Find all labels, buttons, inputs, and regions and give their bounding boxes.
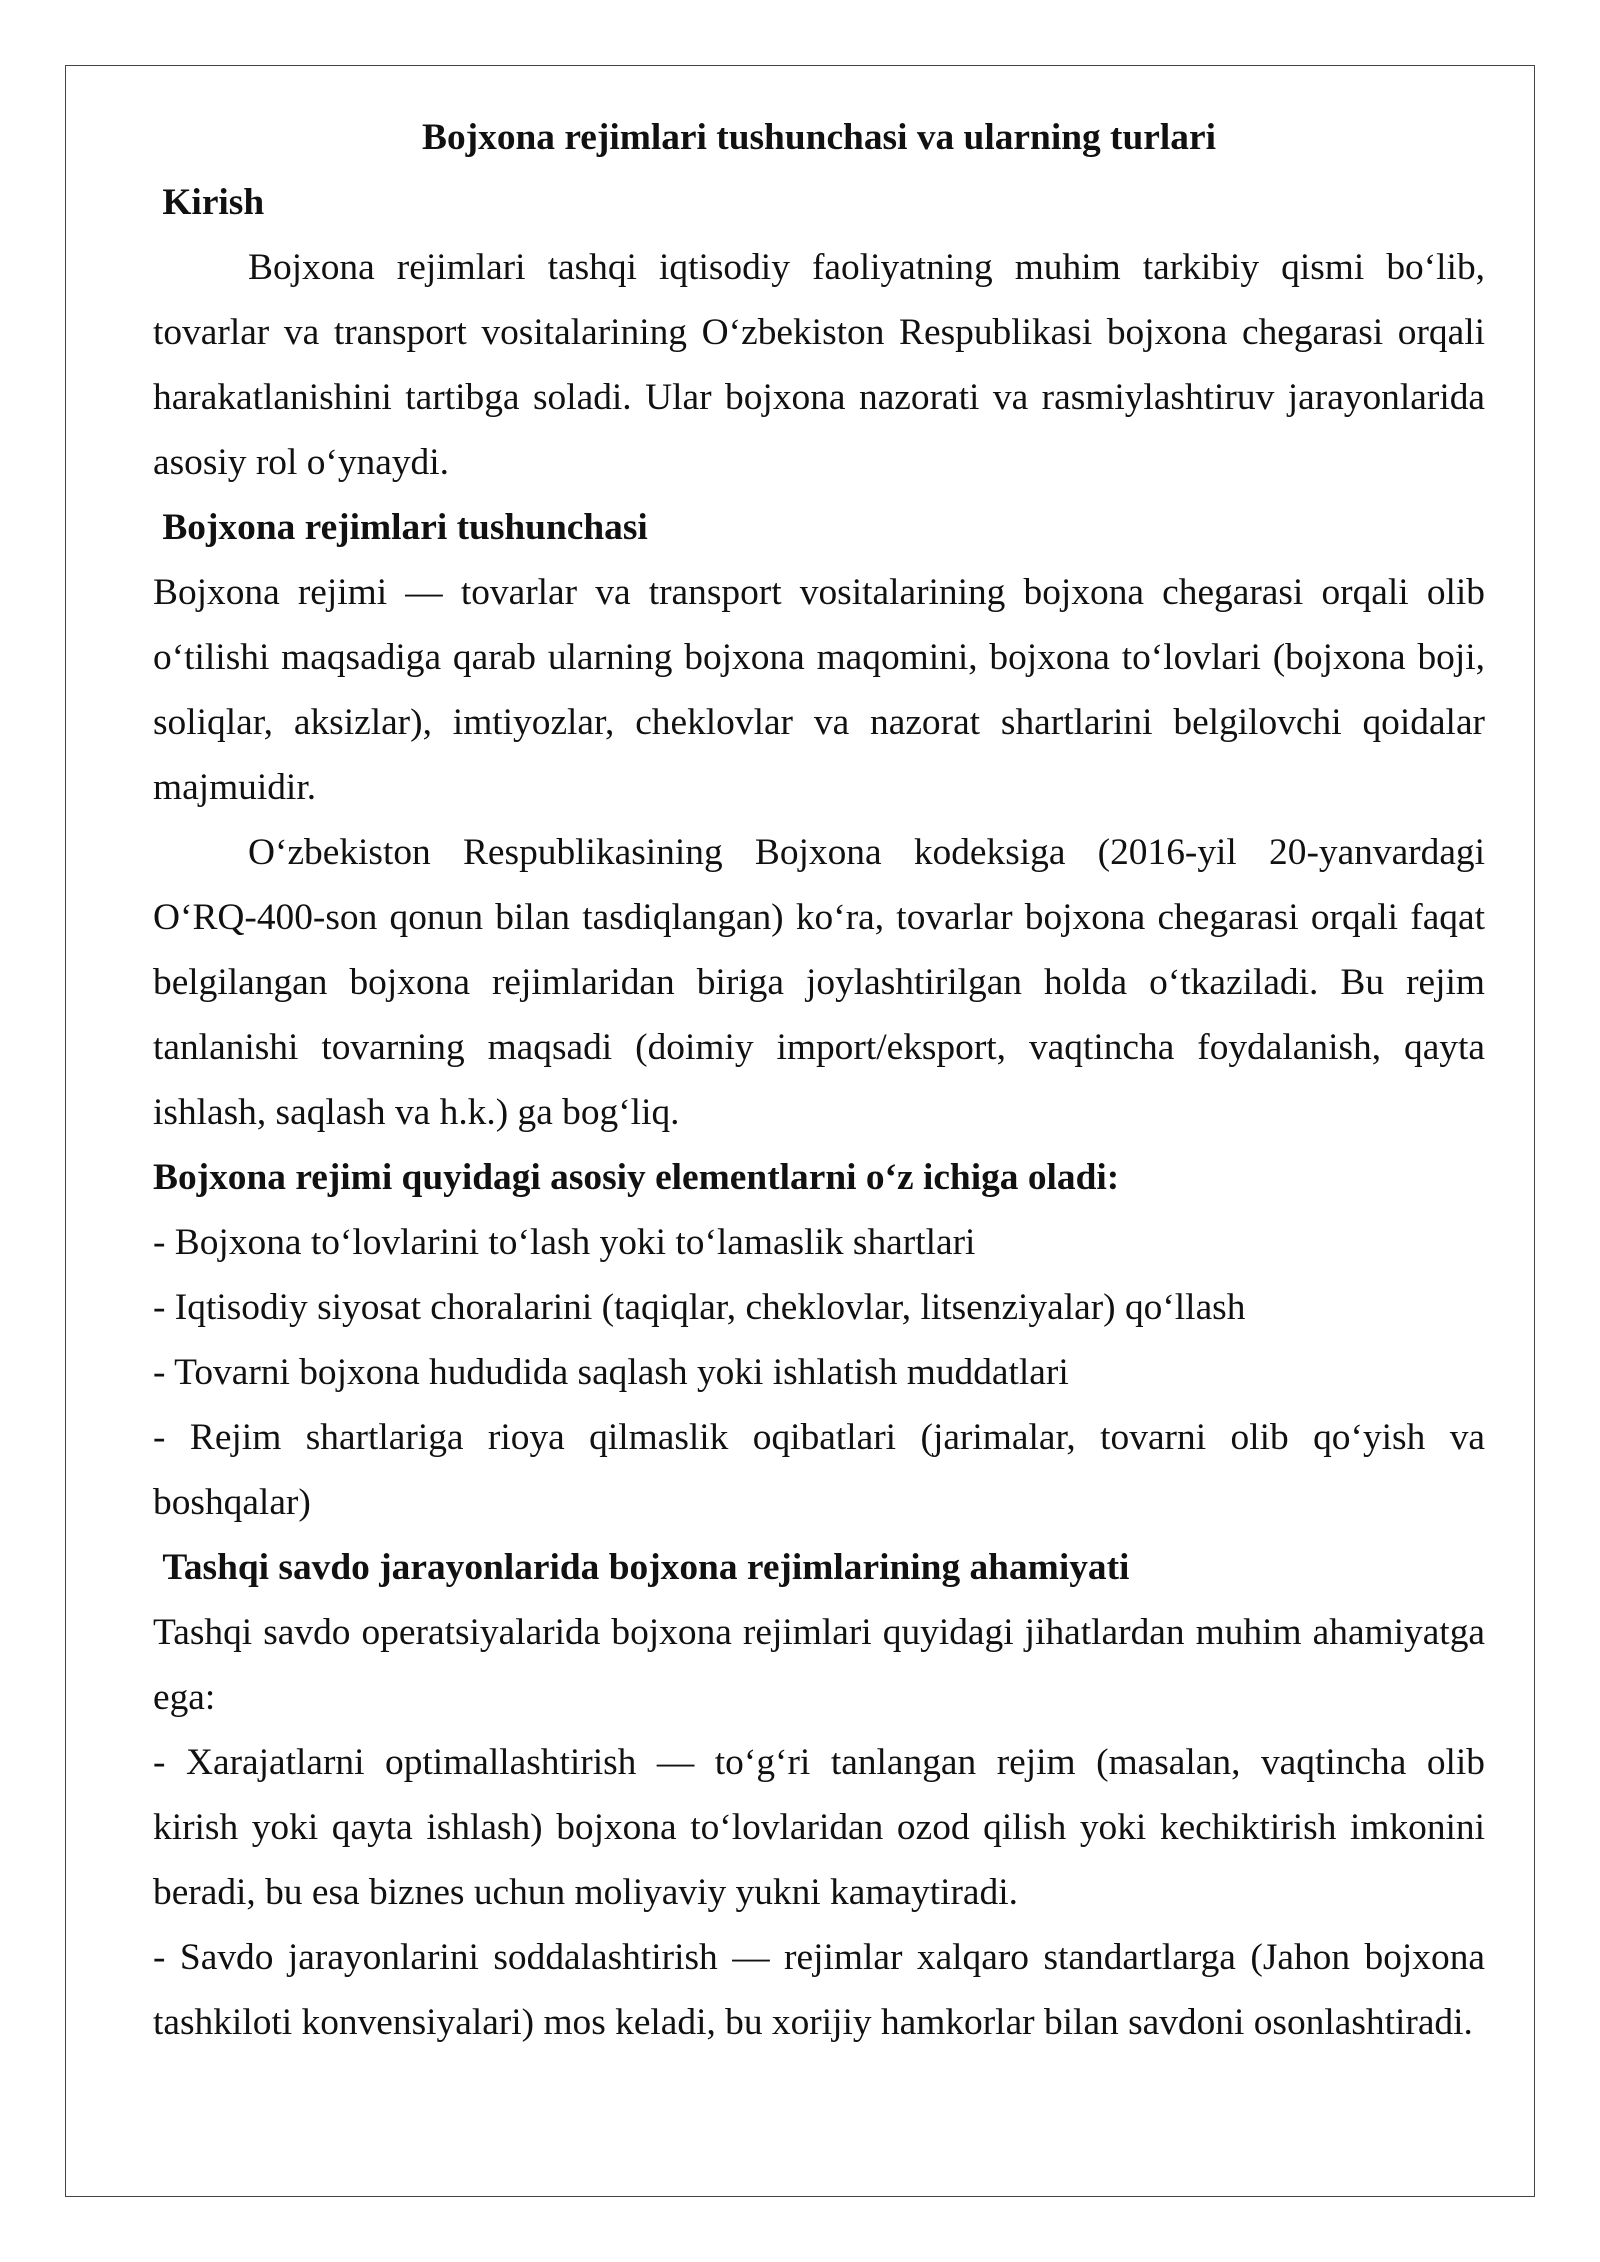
paragraph	[153, 1600, 1485, 1730]
list-item	[153, 1340, 1485, 1405]
paragraph	[153, 560, 1485, 820]
paragraph-line: O‘zbekiston Respublikasining Bojxona kodeksiga (2016-yil 20-yanvardagi	[248, 832, 1485, 873]
paragraph-line: ega:	[153, 1677, 216, 1718]
list-item-line: beradi, bu esa biznes uchun moliyaviy yukni kamaytiradi.	[153, 1872, 1018, 1913]
list-item-line: - Bojxona to‘lovlarini to‘lash yoki to‘lamaslik shartlari	[153, 1222, 976, 1263]
paragraph-line: O‘RQ-400-son qonun bilan tasdiqlangan) ko‘ra, tovarlar bojxona chegarasi orqali faqat	[153, 897, 1485, 938]
paragraph-line: harakatlanishini tartibga soladi. Ular bojxona nazorati va rasmiylashtiruv jarayonlarida	[153, 377, 1485, 418]
list-item-line: kirish yoki qayta ishlash) bojxona to‘lovlaridan ozod qilish yoki kechiktirish imkonini	[153, 1807, 1485, 1848]
list-item-line: - Savdo jarayonlarini soddalashtirish — rejimlar xalqaro standartlarga (Jahon bojxona	[153, 1937, 1485, 1978]
list-item-line: - Iqtisodiy siyosat choralarini (taqiqlar, cheklovlar, litsenziyalar) qo‘llash	[153, 1287, 1246, 1328]
paragraph	[153, 820, 1485, 1145]
list-item	[153, 1210, 1485, 1275]
section-heading: Tashqi savdo jarayonlarida bojxona rejimlarining ahamiyati	[162, 1547, 1130, 1588]
list-item	[153, 1925, 1485, 2055]
paragraph-line: tanlanishi tovarning maqsadi (doimiy import/eksport, vaqtincha foydalanish, qayta	[153, 1027, 1485, 1068]
list-item	[153, 1730, 1485, 1925]
paragraph-line: majmuidir.	[153, 767, 317, 808]
list-item-line: - Xarajatlarni optimallashtirish — to‘g‘ri tanlangan rejim (masalan, vaqtincha olib	[153, 1742, 1485, 1783]
paragraph	[153, 235, 1485, 495]
paragraph-line: ishlash, saqlash va h.k.) ga bog‘liq.	[153, 1092, 680, 1133]
paragraph-line: Tashqi savdo operatsiyalarida bojxona rejimlari quyidagi jihatlardan muhim ahamiyatga	[153, 1612, 1485, 1653]
paragraph-line: asosiy rol o‘ynaydi.	[153, 442, 449, 483]
elements-list	[153, 1210, 1485, 1535]
section-introduction	[153, 170, 1485, 495]
paragraph-line: o‘tilishi maqsadiga qarab ularning bojxona maqomini, bojxona to‘lovlari (bojxona boji,	[153, 637, 1485, 678]
paragraph-line: belgilangan bojxona rejimlaridan biriga joylashtirilgan holda o‘tkaziladi. Bu rejim	[153, 962, 1485, 1003]
document-body	[153, 105, 1485, 2055]
section-heading: Bojxona rejimlari tushunchasi	[162, 507, 648, 548]
list-item	[153, 1275, 1485, 1340]
document-title: Bojxona rejimlari tushunchasi va ularning turlari	[422, 117, 1216, 158]
paragraph-line: tovarlar va transport vositalarining O‘zbekiston Respublikasi bojxona chegarasi orqali	[153, 312, 1485, 353]
importance-list	[153, 1730, 1485, 2055]
section-concept	[153, 495, 1485, 1535]
paragraph-line: soliqlar, aksizlar), imtiyozlar, cheklovlar va nazorat shartlarini belgilovchi qoidalar	[153, 702, 1485, 743]
list-item-line: - Tovarni bojxona hududida saqlash yoki ishlatish muddatlari	[153, 1352, 1069, 1393]
section-importance	[153, 1535, 1485, 2055]
section-heading: Kirish	[162, 182, 265, 223]
paragraph-line: Bojxona rejimlari tashqi iqtisodiy faoliyatning muhim tarkibiy qismi bo‘lib,	[248, 247, 1485, 288]
list-item-line: boshqalar)	[153, 1482, 311, 1523]
list-intro: Bojxona rejimi quyidagi asosiy elementlarni o‘z ichiga oladi:	[153, 1157, 1120, 1198]
list-item-line: tashkiloti konvensiyalari) mos keladi, bu xorijiy hamkorlar bilan savdoni osonlashtiradi.	[153, 2002, 1473, 2043]
list-item	[153, 1405, 1485, 1535]
list-item-line: - Rejim shartlariga rioya qilmaslik oqibatlari (jarimalar, tovarni olib qo‘yish va	[153, 1417, 1485, 1458]
paragraph-line: Bojxona rejimi — tovarlar va transport vositalarining bojxona chegarasi orqali olib	[153, 572, 1485, 613]
